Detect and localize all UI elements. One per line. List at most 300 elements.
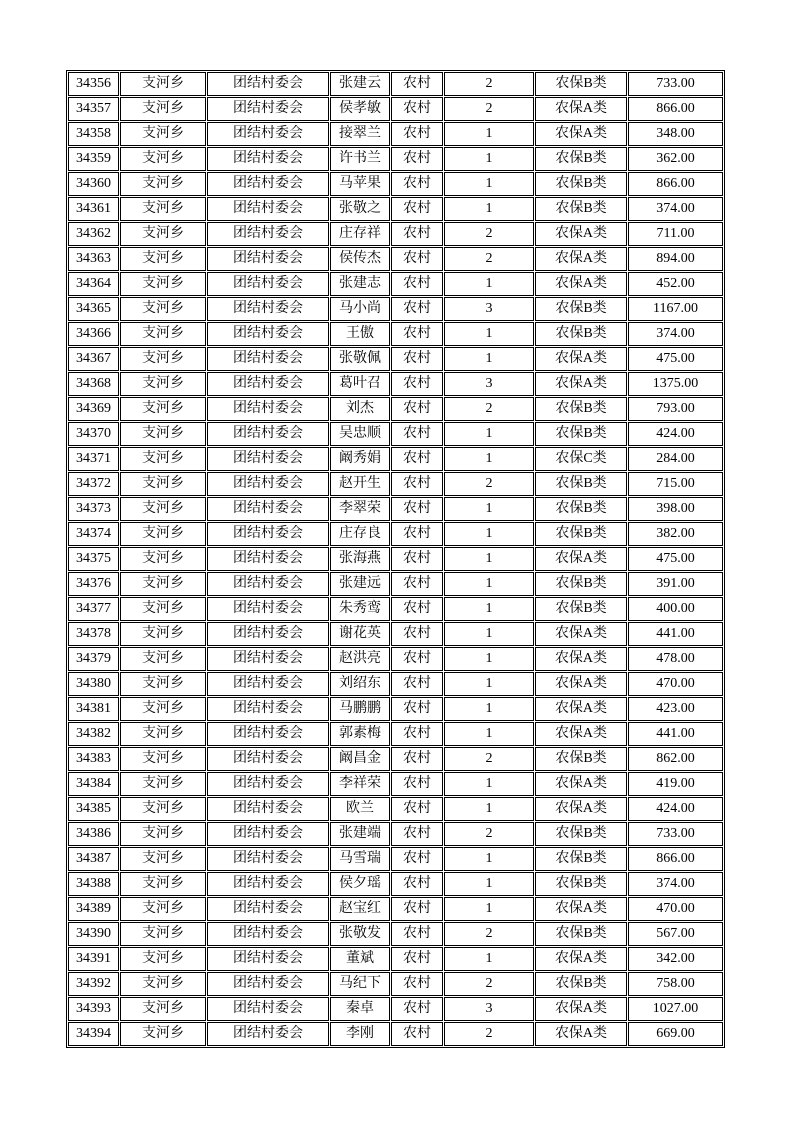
cell-insurance-type: 农保B类 [535, 497, 627, 521]
cell-village-committee: 团结村委会 [207, 222, 329, 246]
cell-area-category: 农村 [391, 522, 443, 546]
cell-person-count: 1 [444, 947, 534, 971]
cell-record-number: 34377 [68, 597, 119, 621]
cell-area-category: 农村 [391, 747, 443, 771]
cell-record-number: 34374 [68, 522, 119, 546]
cell-village-committee: 团结村委会 [207, 622, 329, 646]
cell-person-name: 庄存良 [330, 522, 390, 546]
table-row [68, 322, 723, 346]
cell-township: 支河乡 [120, 647, 206, 671]
cell-village-committee: 团结村委会 [207, 122, 329, 146]
cell-person-count: 1 [444, 872, 534, 896]
cell-amount: 374.00 [628, 322, 723, 346]
table-row [68, 622, 723, 646]
cell-area-category: 农村 [391, 1022, 443, 1046]
table-row [68, 447, 723, 471]
cell-area-category: 农村 [391, 247, 443, 271]
cell-insurance-type: 农保A类 [535, 247, 627, 271]
table-row [68, 972, 723, 996]
cell-record-number: 34361 [68, 197, 119, 221]
cell-person-name: 接翠兰 [330, 122, 390, 146]
cell-insurance-type: 农保B类 [535, 972, 627, 996]
cell-area-category: 农村 [391, 347, 443, 371]
cell-township: 支河乡 [120, 797, 206, 821]
cell-insurance-type: 农保A类 [535, 272, 627, 296]
cell-area-category: 农村 [391, 847, 443, 871]
cell-village-committee: 团结村委会 [207, 147, 329, 171]
cell-person-count: 3 [444, 297, 534, 321]
cell-area-category: 农村 [391, 297, 443, 321]
cell-amount: 758.00 [628, 972, 723, 996]
cell-township: 支河乡 [120, 972, 206, 996]
cell-person-name: 庄存祥 [330, 222, 390, 246]
cell-township: 支河乡 [120, 847, 206, 871]
cell-person-name: 刘杰 [330, 397, 390, 421]
cell-insurance-type: 农保A类 [535, 697, 627, 721]
cell-amount: 733.00 [628, 72, 723, 96]
table-row [68, 772, 723, 796]
cell-person-name: 刘绍东 [330, 672, 390, 696]
table-row [68, 747, 723, 771]
cell-insurance-type: 农保B类 [535, 172, 627, 196]
cell-area-category: 农村 [391, 97, 443, 121]
cell-person-count: 1 [444, 497, 534, 521]
cell-record-number: 34383 [68, 747, 119, 771]
cell-area-category: 农村 [391, 172, 443, 196]
table-row [68, 997, 723, 1021]
cell-township: 支河乡 [120, 497, 206, 521]
cell-insurance-type: 农保B类 [535, 847, 627, 871]
cell-township: 支河乡 [120, 197, 206, 221]
cell-person-count: 1 [444, 447, 534, 471]
cell-village-committee: 团结村委会 [207, 947, 329, 971]
cell-person-name: 赵洪亮 [330, 647, 390, 671]
cell-amount: 452.00 [628, 272, 723, 296]
cell-amount: 733.00 [628, 822, 723, 846]
cell-area-category: 农村 [391, 547, 443, 571]
cell-person-name: 吴忠顺 [330, 422, 390, 446]
cell-insurance-type: 农保C类 [535, 447, 627, 471]
cell-township: 支河乡 [120, 697, 206, 721]
cell-township: 支河乡 [120, 572, 206, 596]
cell-amount: 419.00 [628, 772, 723, 796]
cell-village-committee: 团结村委会 [207, 897, 329, 921]
cell-person-name: 王傲 [330, 322, 390, 346]
cell-area-category: 农村 [391, 997, 443, 1021]
cell-person-name: 李翠荣 [330, 497, 390, 521]
cell-insurance-type: 农保B类 [535, 597, 627, 621]
cell-insurance-type: 农保B类 [535, 397, 627, 421]
cell-amount: 567.00 [628, 922, 723, 946]
cell-amount: 424.00 [628, 422, 723, 446]
cell-record-number: 34370 [68, 422, 119, 446]
cell-amount: 470.00 [628, 672, 723, 696]
table-row [68, 572, 723, 596]
cell-area-category: 农村 [391, 822, 443, 846]
cell-person-count: 1 [444, 722, 534, 746]
cell-area-category: 农村 [391, 472, 443, 496]
cell-insurance-type: 农保B类 [535, 747, 627, 771]
cell-insurance-type: 农保B类 [535, 472, 627, 496]
cell-village-committee: 团结村委会 [207, 472, 329, 496]
cell-village-committee: 团结村委会 [207, 197, 329, 221]
cell-village-committee: 团结村委会 [207, 522, 329, 546]
cell-person-name: 朱秀鸾 [330, 597, 390, 621]
cell-area-category: 农村 [391, 947, 443, 971]
cell-township: 支河乡 [120, 422, 206, 446]
cell-insurance-type: 农保A类 [535, 797, 627, 821]
cell-insurance-type: 农保A类 [535, 772, 627, 796]
table-row [68, 497, 723, 521]
cell-township: 支河乡 [120, 547, 206, 571]
cell-person-name: 张建远 [330, 572, 390, 596]
cell-village-committee: 团结村委会 [207, 747, 329, 771]
cell-insurance-type: 农保B类 [535, 147, 627, 171]
table-container [66, 70, 725, 1048]
cell-insurance-type: 农保B类 [535, 572, 627, 596]
data-table [66, 70, 725, 1048]
table-row [68, 872, 723, 896]
cell-amount: 470.00 [628, 897, 723, 921]
cell-person-count: 3 [444, 372, 534, 396]
cell-person-name: 马鹏鹏 [330, 697, 390, 721]
cell-area-category: 农村 [391, 372, 443, 396]
cell-person-count: 1 [444, 172, 534, 196]
cell-person-name: 张敬之 [330, 197, 390, 221]
cell-township: 支河乡 [120, 297, 206, 321]
table-row [68, 97, 723, 121]
table-row [68, 722, 723, 746]
cell-township: 支河乡 [120, 772, 206, 796]
cell-township: 支河乡 [120, 747, 206, 771]
cell-township: 支河乡 [120, 947, 206, 971]
cell-person-count: 1 [444, 197, 534, 221]
cell-village-committee: 团结村委会 [207, 922, 329, 946]
cell-person-name: 阚昌金 [330, 747, 390, 771]
cell-village-committee: 团结村委会 [207, 697, 329, 721]
cell-person-name: 欧兰 [330, 797, 390, 821]
cell-area-category: 农村 [391, 872, 443, 896]
cell-township: 支河乡 [120, 622, 206, 646]
cell-record-number: 34392 [68, 972, 119, 996]
cell-village-committee: 团结村委会 [207, 772, 329, 796]
cell-township: 支河乡 [120, 172, 206, 196]
cell-person-count: 1 [444, 847, 534, 871]
cell-township: 支河乡 [120, 397, 206, 421]
cell-person-count: 1 [444, 697, 534, 721]
table-row [68, 372, 723, 396]
table-row [68, 272, 723, 296]
cell-village-committee: 团结村委会 [207, 97, 329, 121]
table-row [68, 897, 723, 921]
cell-area-category: 农村 [391, 672, 443, 696]
cell-amount: 866.00 [628, 97, 723, 121]
cell-amount: 374.00 [628, 197, 723, 221]
cell-village-committee: 团结村委会 [207, 247, 329, 271]
table-row [68, 422, 723, 446]
cell-person-count: 2 [444, 222, 534, 246]
table-body [68, 72, 723, 1046]
cell-township: 支河乡 [120, 997, 206, 1021]
table-row [68, 397, 723, 421]
cell-village-committee: 团结村委会 [207, 547, 329, 571]
cell-township: 支河乡 [120, 222, 206, 246]
cell-township: 支河乡 [120, 247, 206, 271]
cell-person-name: 张建志 [330, 272, 390, 296]
cell-township: 支河乡 [120, 372, 206, 396]
cell-area-category: 农村 [391, 322, 443, 346]
cell-person-count: 2 [444, 822, 534, 846]
cell-record-number: 34362 [68, 222, 119, 246]
cell-township: 支河乡 [120, 597, 206, 621]
cell-village-committee: 团结村委会 [207, 822, 329, 846]
cell-township: 支河乡 [120, 447, 206, 471]
cell-amount: 348.00 [628, 122, 723, 146]
cell-township: 支河乡 [120, 122, 206, 146]
cell-record-number: 34375 [68, 547, 119, 571]
cell-village-committee: 团结村委会 [207, 397, 329, 421]
cell-record-number: 34363 [68, 247, 119, 271]
cell-record-number: 34384 [68, 772, 119, 796]
cell-amount: 400.00 [628, 597, 723, 621]
cell-person-name: 张敬发 [330, 922, 390, 946]
table-row [68, 947, 723, 971]
cell-amount: 391.00 [628, 572, 723, 596]
cell-township: 支河乡 [120, 272, 206, 296]
cell-person-name: 张敬佩 [330, 347, 390, 371]
cell-person-count: 1 [444, 797, 534, 821]
cell-village-committee: 团结村委会 [207, 672, 329, 696]
cell-amount: 423.00 [628, 697, 723, 721]
cell-village-committee: 团结村委会 [207, 722, 329, 746]
cell-amount: 711.00 [628, 222, 723, 246]
cell-township: 支河乡 [120, 872, 206, 896]
cell-amount: 362.00 [628, 147, 723, 171]
cell-amount: 441.00 [628, 722, 723, 746]
cell-area-category: 农村 [391, 697, 443, 721]
cell-insurance-type: 农保A类 [535, 722, 627, 746]
cell-village-committee: 团结村委会 [207, 797, 329, 821]
cell-person-count: 1 [444, 522, 534, 546]
cell-amount: 475.00 [628, 347, 723, 371]
cell-township: 支河乡 [120, 97, 206, 121]
cell-amount: 894.00 [628, 247, 723, 271]
cell-area-category: 农村 [391, 922, 443, 946]
cell-village-committee: 团结村委会 [207, 497, 329, 521]
cell-record-number: 34372 [68, 472, 119, 496]
cell-area-category: 农村 [391, 197, 443, 221]
cell-person-name: 张海燕 [330, 547, 390, 571]
cell-record-number: 34382 [68, 722, 119, 746]
cell-township: 支河乡 [120, 722, 206, 746]
cell-insurance-type: 农保A类 [535, 222, 627, 246]
cell-person-name: 赵宝红 [330, 897, 390, 921]
table-row [68, 72, 723, 96]
cell-person-name: 阚秀娟 [330, 447, 390, 471]
cell-person-count: 2 [444, 972, 534, 996]
cell-record-number: 34357 [68, 97, 119, 121]
cell-township: 支河乡 [120, 1022, 206, 1046]
cell-amount: 866.00 [628, 847, 723, 871]
table-row [68, 347, 723, 371]
cell-person-count: 1 [444, 547, 534, 571]
cell-person-count: 1 [444, 122, 534, 146]
cell-record-number: 34380 [68, 672, 119, 696]
cell-amount: 1027.00 [628, 997, 723, 1021]
cell-area-category: 农村 [391, 447, 443, 471]
cell-area-category: 农村 [391, 622, 443, 646]
cell-village-committee: 团结村委会 [207, 872, 329, 896]
table-row [68, 122, 723, 146]
cell-township: 支河乡 [120, 322, 206, 346]
cell-person-count: 1 [444, 347, 534, 371]
cell-person-count: 1 [444, 272, 534, 296]
cell-record-number: 34366 [68, 322, 119, 346]
cell-record-number: 34388 [68, 872, 119, 896]
cell-record-number: 34378 [68, 622, 119, 646]
cell-person-count: 2 [444, 97, 534, 121]
cell-record-number: 34393 [68, 997, 119, 1021]
cell-person-count: 1 [444, 647, 534, 671]
cell-record-number: 34359 [68, 147, 119, 171]
cell-village-committee: 团结村委会 [207, 447, 329, 471]
cell-township: 支河乡 [120, 922, 206, 946]
cell-village-committee: 团结村委会 [207, 597, 329, 621]
cell-record-number: 34364 [68, 272, 119, 296]
cell-insurance-type: 农保B类 [535, 922, 627, 946]
cell-person-name: 赵开生 [330, 472, 390, 496]
cell-village-committee: 团结村委会 [207, 422, 329, 446]
cell-person-name: 秦卓 [330, 997, 390, 1021]
cell-area-category: 农村 [391, 397, 443, 421]
cell-record-number: 34389 [68, 897, 119, 921]
table-row [68, 297, 723, 321]
cell-township: 支河乡 [120, 472, 206, 496]
table-row [68, 597, 723, 621]
cell-person-count: 1 [444, 422, 534, 446]
cell-insurance-type: 农保A类 [535, 1022, 627, 1046]
cell-township: 支河乡 [120, 897, 206, 921]
cell-amount: 669.00 [628, 1022, 723, 1046]
cell-area-category: 农村 [391, 222, 443, 246]
cell-record-number: 34365 [68, 297, 119, 321]
table-row [68, 822, 723, 846]
table-row [68, 647, 723, 671]
table-row [68, 197, 723, 221]
table-row [68, 1022, 723, 1046]
cell-person-count: 1 [444, 772, 534, 796]
cell-area-category: 农村 [391, 122, 443, 146]
cell-township: 支河乡 [120, 822, 206, 846]
cell-record-number: 34373 [68, 497, 119, 521]
cell-amount: 866.00 [628, 172, 723, 196]
cell-record-number: 34391 [68, 947, 119, 971]
table-row [68, 672, 723, 696]
cell-record-number: 34386 [68, 822, 119, 846]
cell-amount: 342.00 [628, 947, 723, 971]
cell-person-count: 2 [444, 747, 534, 771]
cell-record-number: 34390 [68, 922, 119, 946]
cell-amount: 398.00 [628, 497, 723, 521]
cell-person-name: 马小尚 [330, 297, 390, 321]
cell-person-count: 2 [444, 1022, 534, 1046]
cell-insurance-type: 农保B类 [535, 197, 627, 221]
table-row [68, 147, 723, 171]
cell-record-number: 34368 [68, 372, 119, 396]
cell-person-count: 2 [444, 922, 534, 946]
table-row [68, 172, 723, 196]
cell-person-name: 马苹果 [330, 172, 390, 196]
cell-area-category: 农村 [391, 722, 443, 746]
cell-amount: 374.00 [628, 872, 723, 896]
cell-township: 支河乡 [120, 72, 206, 96]
cell-person-name: 李祥荣 [330, 772, 390, 796]
cell-village-committee: 团结村委会 [207, 272, 329, 296]
cell-village-committee: 团结村委会 [207, 372, 329, 396]
cell-amount: 284.00 [628, 447, 723, 471]
cell-insurance-type: 农保A类 [535, 347, 627, 371]
cell-insurance-type: 农保B类 [535, 522, 627, 546]
cell-person-count: 3 [444, 997, 534, 1021]
cell-insurance-type: 农保A类 [535, 897, 627, 921]
table-row [68, 472, 723, 496]
cell-person-name: 董斌 [330, 947, 390, 971]
cell-village-committee: 团结村委会 [207, 172, 329, 196]
cell-amount: 715.00 [628, 472, 723, 496]
cell-record-number: 34379 [68, 647, 119, 671]
cell-person-name: 张建端 [330, 822, 390, 846]
cell-person-name: 谢花英 [330, 622, 390, 646]
cell-person-name: 马纪下 [330, 972, 390, 996]
cell-insurance-type: 农保A类 [535, 947, 627, 971]
table-row [68, 847, 723, 871]
cell-person-count: 2 [444, 247, 534, 271]
table-row [68, 797, 723, 821]
cell-amount: 478.00 [628, 647, 723, 671]
cell-village-committee: 团结村委会 [207, 572, 329, 596]
cell-person-count: 1 [444, 147, 534, 171]
cell-insurance-type: 农保B类 [535, 322, 627, 346]
cell-village-committee: 团结村委会 [207, 847, 329, 871]
cell-area-category: 农村 [391, 647, 443, 671]
cell-area-category: 农村 [391, 597, 443, 621]
cell-person-count: 1 [444, 572, 534, 596]
cell-amount: 1167.00 [628, 297, 723, 321]
cell-area-category: 农村 [391, 422, 443, 446]
cell-village-committee: 团结村委会 [207, 347, 329, 371]
cell-record-number: 34376 [68, 572, 119, 596]
cell-insurance-type: 农保A类 [535, 672, 627, 696]
cell-record-number: 34369 [68, 397, 119, 421]
cell-person-name: 侯夕瑶 [330, 872, 390, 896]
cell-person-count: 2 [444, 397, 534, 421]
cell-person-name: 许书兰 [330, 147, 390, 171]
cell-amount: 441.00 [628, 622, 723, 646]
cell-record-number: 34387 [68, 847, 119, 871]
cell-insurance-type: 农保A类 [535, 647, 627, 671]
cell-area-category: 农村 [391, 797, 443, 821]
cell-person-count: 1 [444, 622, 534, 646]
cell-insurance-type: 农保A类 [535, 547, 627, 571]
table-row [68, 697, 723, 721]
cell-village-committee: 团结村委会 [207, 1022, 329, 1046]
cell-person-count: 1 [444, 897, 534, 921]
cell-person-name: 葛叶召 [330, 372, 390, 396]
cell-amount: 1375.00 [628, 372, 723, 396]
cell-village-committee: 团结村委会 [207, 72, 329, 96]
cell-record-number: 34358 [68, 122, 119, 146]
cell-area-category: 农村 [391, 272, 443, 296]
